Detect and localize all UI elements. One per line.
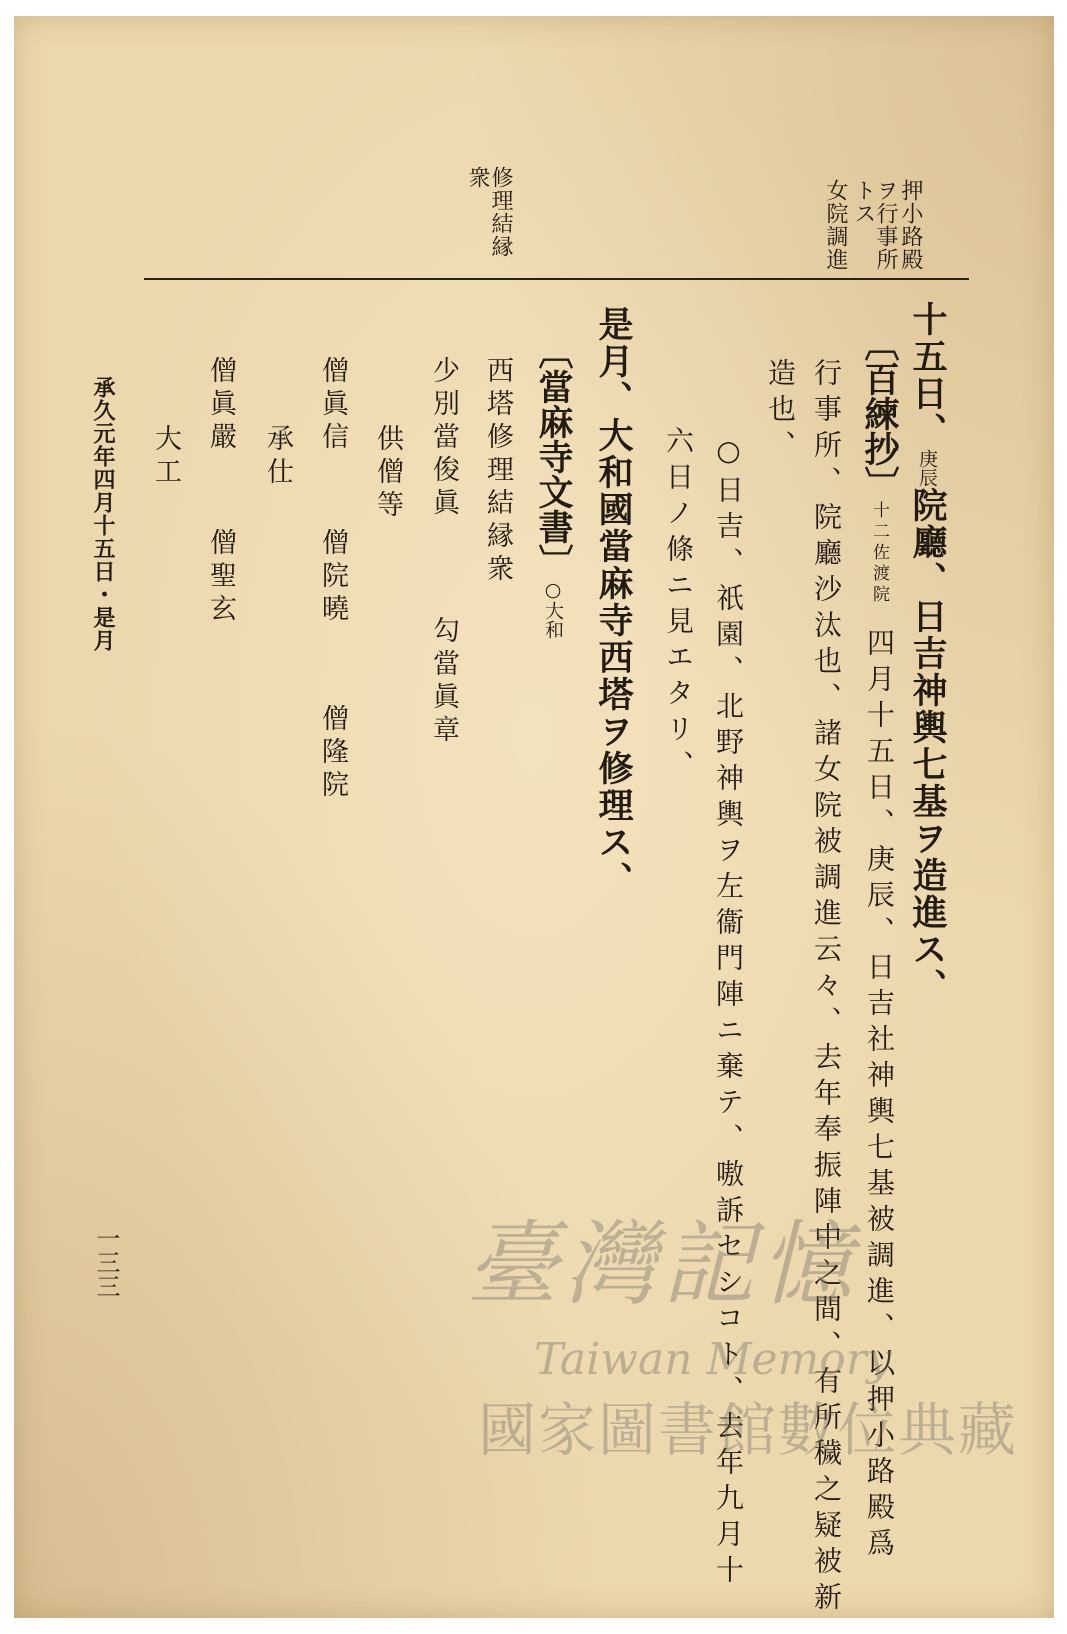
source-title-2: 〔當麻寺文書〕 — [533, 334, 574, 579]
list-entry-4: 承仕 — [262, 424, 293, 490]
list-entry-5a: 僧眞嚴 — [205, 356, 236, 455]
source-title: 〔百練抄〕 — [859, 326, 900, 501]
list-entry-1a: 少別當俊眞 — [428, 356, 459, 521]
margin-note-1-line-4: 女院調進 — [823, 179, 848, 271]
running-head: 承久元年四月十五日・是月 — [90, 376, 116, 652]
margin-note-1-line-3: トス — [851, 179, 876, 225]
list-entry-3c: 僧隆院 — [317, 704, 348, 803]
header-rule — [144, 278, 969, 280]
entry-date-kanshi: 庚辰 — [916, 449, 938, 487]
list-heading: 西塔修理結縁衆 — [482, 356, 513, 587]
source-note: 十二佐渡院 — [869, 501, 889, 606]
document-page — [14, 16, 1054, 1618]
watermark-subtitle: 國家圖書館數位典藏 — [478, 1396, 1019, 1464]
entry-heading-text: 院廳、日吉神輿七基ヲ造進ス、 — [907, 487, 948, 1005]
entry-date: 十五日、 — [907, 301, 948, 449]
margin-note-1-line-1: 押小路殿 — [898, 179, 923, 271]
editor-note-line-2: 六日ノ條ニ見エタリ、 — [662, 426, 695, 786]
entry-heading-2: 是月、大和國當麻寺西塔ヲ修理ス、 — [593, 306, 634, 898]
entry-heading-line — [907, 301, 948, 1005]
source-note-2: ○大和 — [542, 579, 564, 639]
list-entry-2: 供僧等 — [372, 424, 403, 523]
body-line-4: 造也、 — [764, 358, 797, 466]
margin-note-2-line-2: 衆 — [465, 166, 490, 189]
page-number: 一三三 — [92, 1226, 120, 1298]
list-entry-6: 大工 — [150, 424, 181, 490]
margin-note-1-line-2: ヲ行事所 — [873, 179, 898, 271]
list-entry-1b: 勾當眞章 — [428, 616, 459, 748]
watermark-main: 臺灣記憶 — [466, 1211, 859, 1318]
body-line-3: 行事所、院廳沙汰也、諸女院被調進云々、去年奉振陣中之間、有所穢之疑被新 — [810, 358, 843, 1618]
citation-text: 四月十五日、庚辰、日吉社神輿七基被調進、以押小路殿爲 — [863, 628, 896, 1564]
list-entry-5b: 僧聖玄 — [205, 528, 236, 627]
list-entry-3a: 僧眞信 — [317, 356, 348, 455]
editor-note-line-1: ○日吉、祇園、北野神輿ヲ左衞門陣ニ棄テ、嗷訴セシコト、去年九月十 — [712, 434, 745, 1591]
list-entry-3b: 僧院曉 — [317, 528, 348, 627]
margin-note-2-line-1: 修理結縁 — [488, 166, 513, 258]
citation-line-2 — [533, 334, 574, 639]
watermark-english: Taiwan Memory — [534, 1334, 892, 1385]
